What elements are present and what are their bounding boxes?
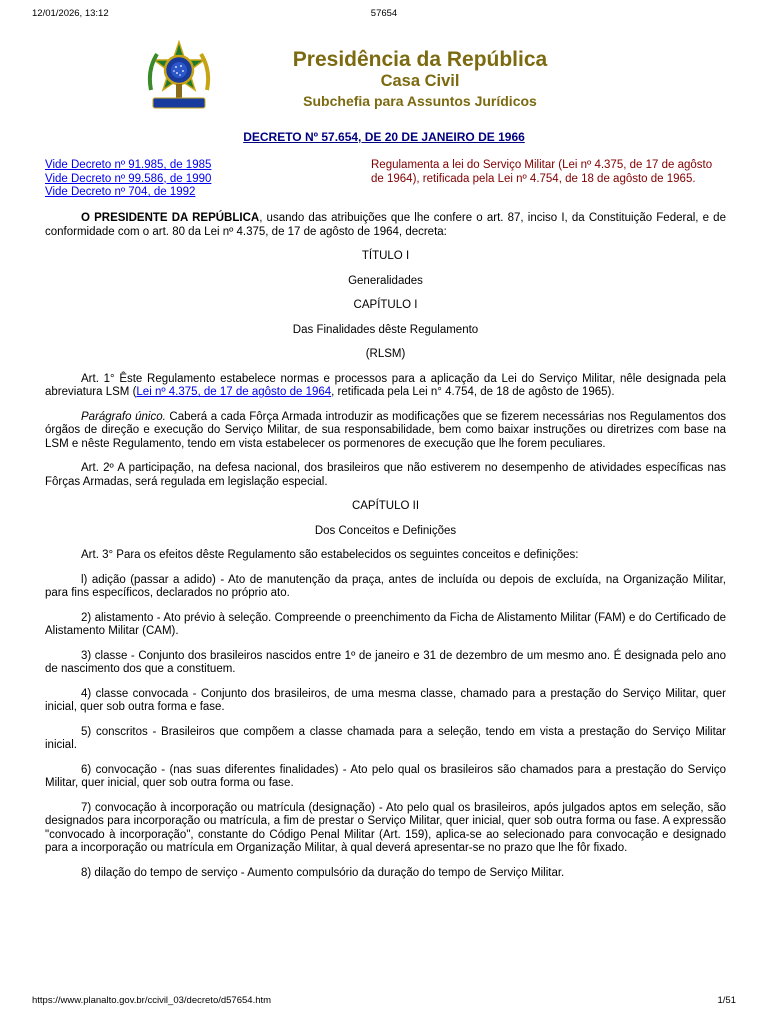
- definition-item: 6) convocação - (nas suas diferentes finalidades) - Ato pelo qual os brasileiros são chamados para a prestação do Serviço Militar, quer inicial, quer sob outra forma ou fase.: [45, 763, 726, 789]
- rlsm-label: (RLSM): [365, 348, 406, 360]
- definition-item: 2) alistamento - Ato prévio à seleção. Compreende o preenchimento da Ficha de Alistamento Militar (FAM) e do Certificado de Alistamento Militar (CAM).: [45, 611, 726, 637]
- capitulo-1-name: Das Finalidades dêste Regulamento: [292, 323, 479, 336]
- definition-item: 3) classe - Conjunto dos brasileiros nascidos entre 1º de janeiro e 31 de dezembro de um mesmo ano. É designada pelo ano de nascimento dos que a constituem.: [45, 649, 726, 675]
- capitulo-1-heading: CAPÍTULO I: [353, 299, 418, 311]
- print-url: https://www.planalto.gov.br/ccivil_03/decreto/d57654.htm: [32, 995, 272, 1006]
- masthead-subchefia: Subchefia para Assuntos Jurídicos: [303, 93, 537, 109]
- decree-body: [45, 212, 726, 891]
- art-1-text-b: , retificada pela Lei n° 4.754, de 18 de agôsto de 1965).: [331, 386, 615, 398]
- paragrafo-unico-text: Caberá a cada Fôrça Armada introduzir as modificações que se fizerem necessárias nos Regulamentos dos órgãos de direção e execução do Serviço Militar, de sua responsabilidade, bem como baixar instruções ou diretrizes com base na LSM e nêste Regulamento, tendo em vista estabelecer os pormenores de execução que lhe forem peculiares.: [45, 410, 726, 450]
- masthead-presidencia: Presidência da República: [292, 48, 548, 71]
- art-3: Art. 3° Para os efeitos dêste Regulamento são estabelecidos os seguintes conceitos e definições:: [81, 549, 579, 561]
- preamble-text: , usando das atribuições que lhe confere o art. 87, inciso I, da Constituição Federal, e de conformidade com o art. 80 da Lei nº 4.375, de 17 de agôsto de 1964, decreta:: [45, 212, 726, 238]
- preamble-president: O PRESIDENTE DA REPÚBLICA: [81, 212, 260, 224]
- art-1-text-a: Art. 1° Êste Regulamento estabelece normas e processos para a aplicação da Lei do Serviço Militar, nêle designada pela abreviatura LSM (: [45, 372, 726, 398]
- print-datetime: 12/01/2026, 13:12: [32, 8, 109, 19]
- definition-item: 8) dilação do tempo de serviço - Aumento compulsório da duração do tempo de Serviço Militar.: [81, 866, 565, 879]
- preamble: [45, 212, 726, 239]
- art-1: [45, 373, 726, 400]
- ementa: Regulamenta a lei do Serviço Militar (Lei nº 4.375, de 17 de agôsto de 1964), retificada pela Lei nº 4.754, de 18 de agôsto de 1965.: [371, 159, 713, 185]
- vide-link-decreto-704[interactable]: Vide Decreto nº 704, de 1992: [45, 186, 196, 198]
- paragrafo-unico: [45, 411, 726, 452]
- titulo-heading: TÍTULO I: [361, 250, 410, 262]
- art-2: Art. 2º A participação, na defesa nacional, dos brasileiros que não estiverem no desempenho de atividades específicas nas Fôrças Armadas, será regulada em legislação especial.: [45, 462, 726, 488]
- capitulo-2-heading: CAPÍTULO II: [351, 500, 420, 512]
- paragrafo-unico-label: Parágrafo único.: [81, 410, 166, 423]
- definition-item: 5) conscritos - Brasileiros que compõem a classe chamada para a seleção, tendo em vista a prestação do Serviço Militar inicial.: [45, 725, 726, 751]
- decree-title-link[interactable]: DECRETO Nº 57.654, DE 20 DE JANEIRO DE 1966: [243, 130, 525, 144]
- vide-link-decreto-99586[interactable]: Vide Decreto nº 99.586, de 1990: [45, 172, 212, 185]
- print-title: 57654: [370, 8, 398, 19]
- masthead: [0, 38, 768, 118]
- lei-4375-link[interactable]: Lei nº 4.375, de 17 de agôsto de 1964: [136, 386, 332, 398]
- capitulo-2-name: Dos Conceitos e Definições: [314, 524, 457, 537]
- vide-links: [45, 159, 211, 200]
- titulo-name: Generalidades: [348, 274, 423, 287]
- vide-link-decreto-91985[interactable]: Vide Decreto nº 91.985, de 1985: [45, 159, 212, 171]
- definition-item: 7) convocação à incorporação ou matrícula (designação) - Ato pelo qual os brasileiros, após julgados aptos em seleção, são designados para incorporação ou matrícula, a fim de prestar o Serviço Militar, quer inicial, quer sob outra forma ou fase. A expressão "convocado à incorporação", constante do Código Penal Militar (Art. 159), aplica-se ao selecionado para convocação e designado para a incorporação ou matrícula em Organização Militar, à qual deverá apresentar-se no prazo que lhe fôr fixado.: [45, 801, 726, 854]
- brasao-coat-of-arms-icon: [145, 40, 213, 112]
- masthead-casa-civil: Casa Civil: [380, 72, 460, 90]
- definition-item: 4) classe convocada - Conjunto dos brasileiros, de uma mesma classe, chamado para a prestação do Serviço Militar, quer inicial, quer sob outra forma e fase.: [45, 687, 726, 713]
- definition-item: l) adição (passar a adido) - Ato de manutenção da praça, antes de incluída ou depois de excluída, na Organização Militar, para fins específicos, declarados no próprio ato.: [45, 573, 726, 599]
- page-number: 1/51: [717, 995, 736, 1006]
